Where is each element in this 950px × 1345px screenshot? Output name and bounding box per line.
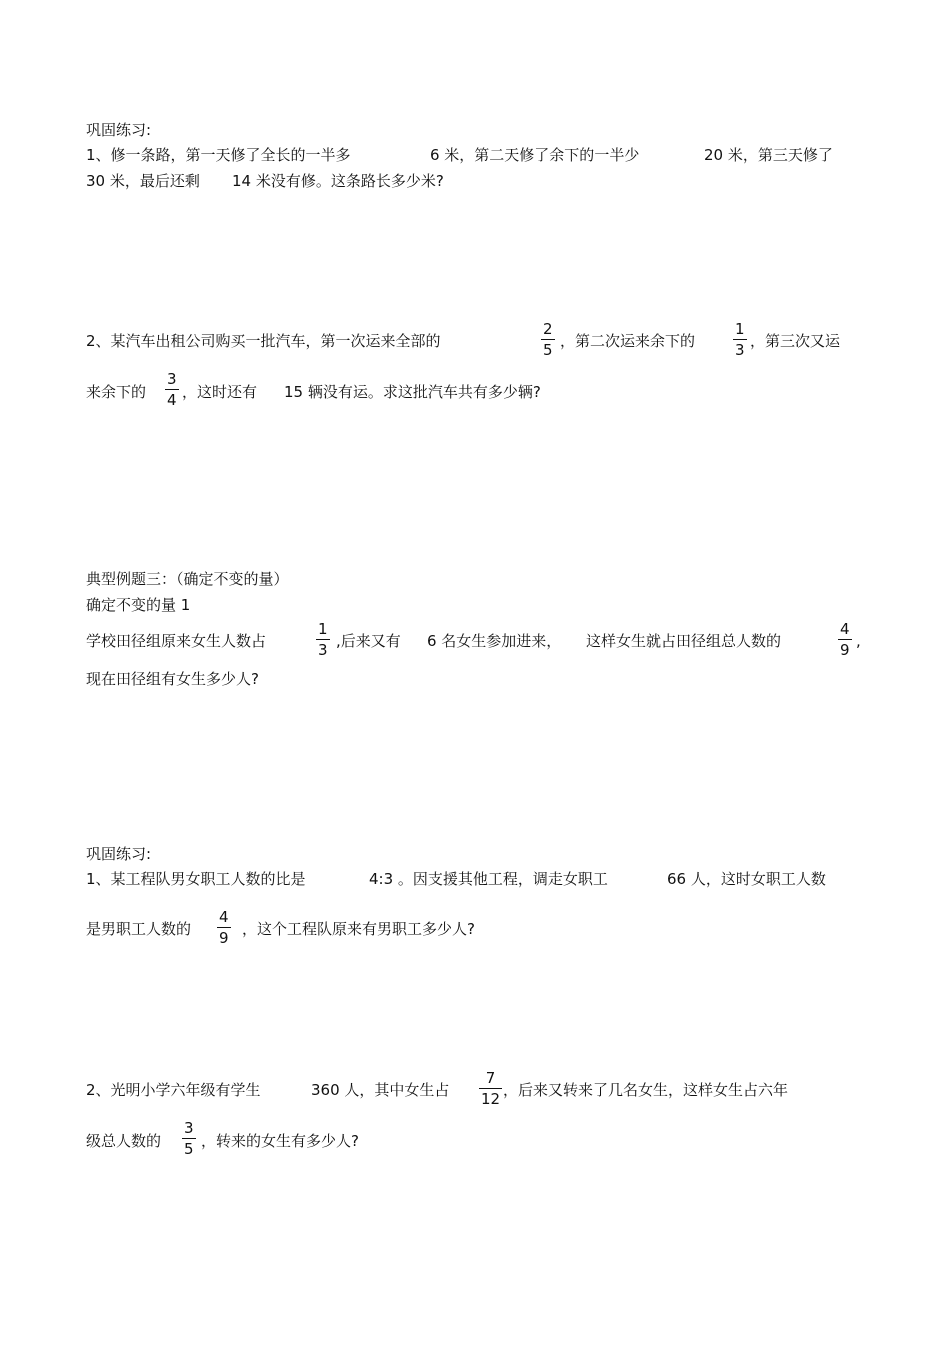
s1-q2-fraction-1	[541, 320, 555, 359]
section3-heading: 巩固练习:	[86, 845, 152, 863]
fraction-denominator: 5	[543, 341, 553, 359]
fraction-numerator: 3	[167, 370, 177, 388]
s1-q2-line2c: 15 辆没有运。求这批汽车共有多少辆?	[284, 383, 541, 401]
s1-q1-line2a: 30 米，最后还剩	[86, 172, 200, 190]
fraction-numerator: 1	[318, 620, 328, 638]
s3-q2-line1a: 2、光明小学六年级有学生	[86, 1081, 261, 1099]
fraction-bar	[541, 339, 555, 340]
s3-q1-line1a: 1、某工程队男女职工人数的比是	[86, 870, 306, 888]
fraction-numerator: 1	[735, 320, 745, 338]
s3-q1-line1c: 66 人，这时女职工人数	[667, 870, 826, 888]
s1-q2-fraction-3	[165, 370, 179, 409]
fraction-numerator: 4	[840, 620, 850, 638]
s3-q2-line1b: 360 人，其中女生占	[311, 1081, 450, 1099]
s3-q1-line2b: ，这个工程队原来有男职工多少人?	[242, 920, 475, 938]
s3-q1-line2a: 是男职工人数的	[86, 920, 192, 938]
fraction-numerator: 7	[485, 1069, 496, 1087]
s1-q2-fraction-2	[733, 320, 747, 359]
fraction-numerator: 4	[219, 908, 229, 926]
s2-p-line1b: ,后来又有	[336, 632, 401, 650]
s1-q2-line2b: ，这时还有	[182, 383, 258, 401]
s3-q2-line2b: ，转来的女生有多少人?	[201, 1132, 359, 1150]
s1-q1-line1b: 6 米，第二天修了余下的一半少	[430, 146, 640, 164]
fraction-bar	[838, 639, 852, 640]
s1-q2-line1c: ，第三次又运	[750, 332, 841, 350]
s1-q2-line2a: 来余下的	[86, 383, 147, 401]
section2-subheading: 确定不变的量 1	[86, 596, 191, 614]
fraction-bar	[217, 927, 231, 928]
s2-p-fraction-2	[838, 620, 852, 659]
s3-q2-line1c: ，后来又转来了几名女生，这样女生占六年	[503, 1081, 789, 1099]
fraction-bar	[316, 639, 330, 640]
s2-p-line1c: 6 名女生参加进来，	[427, 632, 562, 650]
fraction-bar	[479, 1088, 502, 1089]
s3-q2-line2a: 级总人数的	[86, 1132, 162, 1150]
fraction-denominator: 9	[219, 929, 229, 947]
s2-p-line2: 现在田径组有女生多少人?	[86, 670, 259, 688]
section1-heading: 巩固练习:	[86, 121, 152, 139]
s2-p-line1a: 学校田径组原来女生人数占	[86, 632, 267, 650]
s3-q1-line1b: 4:3 。因支援其他工程，调走女职工	[369, 870, 608, 888]
fraction-bar	[733, 339, 747, 340]
fraction-denominator: 5	[184, 1140, 194, 1158]
fraction-numerator: 2	[543, 320, 553, 338]
fraction-denominator: 3	[318, 641, 328, 659]
fraction-numerator: 3	[184, 1119, 194, 1137]
fraction-denominator: 12	[481, 1090, 501, 1108]
fraction-denominator: 4	[167, 391, 177, 409]
fraction-bar	[182, 1138, 196, 1139]
fraction-denominator: 3	[735, 341, 745, 359]
s1-q2-line1b: ，第二次运来余下的	[560, 332, 696, 350]
s1-q2-line1a: 2、某汽车出租公司购买一批汽车，第一次运来全部的	[86, 332, 441, 350]
s2-p-fraction-1	[316, 620, 330, 659]
s3-q2-fraction-2	[182, 1119, 196, 1158]
s3-q1-fraction-1	[217, 908, 231, 947]
s1-q1-line1c: 20 米，第三天修了	[704, 146, 833, 164]
s1-q1-line1a: 1、修一条路，第一天修了全长的一半多	[86, 146, 351, 164]
s1-q1-line2b: 14 米没有修。这条路长多少米?	[232, 172, 444, 190]
fraction-bar	[165, 389, 179, 390]
s2-p-line1e: ,	[856, 632, 861, 650]
fraction-denominator: 9	[840, 641, 850, 659]
s2-p-line1d: 这样女生就占田径组总人数的	[586, 632, 782, 650]
s3-q2-fraction-1	[479, 1069, 502, 1108]
section2-heading: 典型例题三：（确定不变的量）	[86, 570, 289, 588]
